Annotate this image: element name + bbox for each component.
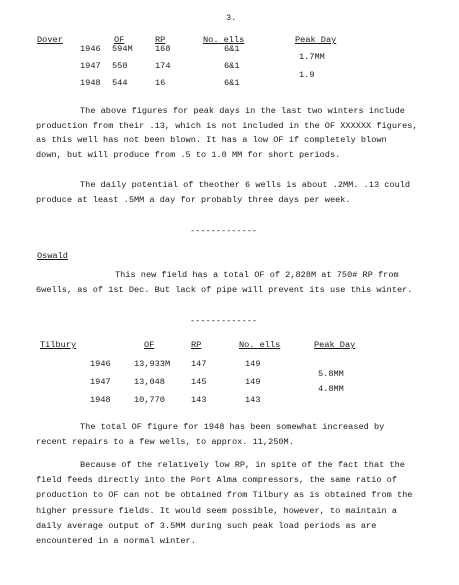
tilbury-header-rp: RP: [191, 340, 202, 350]
tilbury-paragraph-2: [36, 458, 412, 549]
of-cell: 544: [112, 78, 128, 88]
rp-cell: 143: [191, 395, 207, 405]
peak-day-value: 1.7MM: [299, 52, 325, 62]
peak-day-value: 5.8MM: [318, 369, 344, 379]
year-cell: 1948: [80, 78, 101, 88]
dover-header-rp: RP: [155, 35, 166, 45]
tilbury-paragraph-1: [36, 420, 384, 450]
dover-header-of: OF: [114, 35, 125, 45]
text-line: field feeds directly into the Port Alma compressors, the same ratio of: [36, 475, 397, 486]
text-line: daily average output of 3.5MM during such peak load periods as are: [36, 520, 377, 531]
dover-header-wells: No. ells: [203, 35, 245, 45]
text-line: The above figures for peak days in the last two winters include: [80, 106, 405, 116]
text-line: as this well has not been blown. It has a low OF if completely blown: [36, 135, 387, 146]
tilbury-header-wells: No. ells: [239, 340, 281, 350]
wells-cell: 149: [245, 377, 261, 387]
text-line: encountered in a normal winter.: [36, 536, 196, 547]
text-line: production to OF can not be obtained from Tilbury as is obtained from the: [36, 490, 413, 501]
section-divider: -------------: [190, 316, 258, 326]
dover-header-peak-day: Peak Day: [295, 35, 337, 45]
text-line: recent repairs to a few wells, to approx. 11,250M.: [36, 437, 294, 447]
text-line: higher pressure fields. It would seem possible, however, to maintain a: [36, 505, 397, 516]
year-cell: 1947: [90, 377, 111, 387]
text-line: Because of the relatively low RP, in spite of the fact that the: [80, 460, 405, 470]
page-number: 3.: [226, 13, 237, 23]
peak-day-value: 4.8MM: [318, 384, 344, 394]
of-cell: 10,770: [134, 395, 165, 405]
tilbury-header-of: OF: [144, 340, 155, 350]
text-line: production from their .13, which is not included in the OF XXXXXX figures,: [36, 120, 418, 131]
text-line: produce at least .5MM a day for probably three days per week.: [36, 194, 351, 205]
oswald-paragraph: [36, 268, 412, 298]
wells-cell: 143: [245, 395, 261, 405]
dover-title: Dover: [37, 35, 63, 45]
rp-cell: 174: [155, 61, 171, 71]
wells-cell: 6&1: [224, 61, 240, 71]
year-cell: 1947: [80, 61, 101, 71]
text-line: 6wells, as of 1st Dec. But lack of pipe will prevent its use this winter.: [36, 285, 413, 295]
of-cell: 550: [112, 61, 128, 71]
year-cell: 1948: [90, 395, 111, 405]
tilbury-title: Tilbury: [40, 340, 77, 350]
rp-cell: 168: [155, 44, 171, 54]
wells-cell: 6&1: [224, 44, 240, 54]
year-cell: 1946: [90, 359, 111, 369]
oswald-title: Oswald: [37, 251, 68, 261]
year-cell: 1946: [80, 44, 101, 54]
text-line: This new field has a total OF of 2,828M at 750# RP from: [115, 270, 399, 280]
dover-paragraph-1: [36, 104, 418, 162]
wells-cell: 6&1: [224, 78, 240, 88]
peak-day-value: 1.9: [299, 70, 315, 80]
of-cell: 13,048: [134, 377, 165, 387]
wells-cell: 149: [245, 359, 261, 369]
tilbury-header-peak-day: Peak Day: [314, 340, 356, 350]
dover-paragraph-2: [36, 178, 410, 207]
rp-cell: 16: [155, 78, 166, 88]
of-cell: 594M: [112, 44, 133, 54]
of-cell: 13,933M: [134, 359, 171, 369]
text-line: down, but will produce from .5 to 1.0 MM for short periods.: [36, 149, 341, 160]
section-divider: -------------: [190, 226, 258, 236]
rp-cell: 147: [191, 359, 207, 369]
rp-cell: 145: [191, 377, 207, 387]
text-line: The daily potential of theother 6 wells is about .2MM. .13 could: [80, 180, 411, 190]
text-line: The total OF figure for 1948 has been somewhat increased by: [80, 422, 385, 432]
